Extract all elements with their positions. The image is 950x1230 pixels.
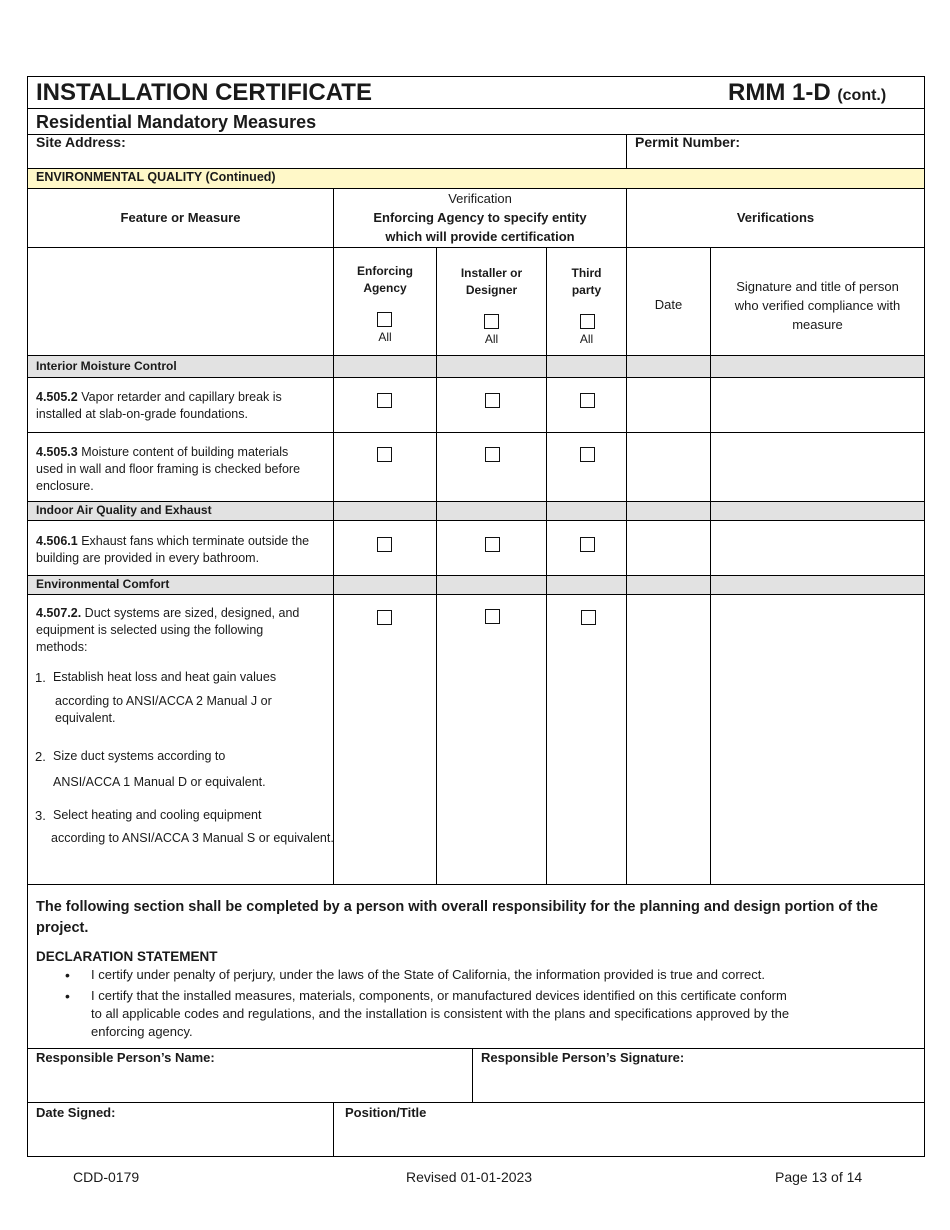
method-2-line2: ANSI/ACCA 1 Manual D or equivalent. [53, 775, 266, 789]
method-1-line3: equivalent. [55, 711, 116, 725]
enforcing-agency-header: Enforcing Agency [357, 264, 413, 295]
signature-header: Signature and title of person who verified compliance with measure [734, 279, 901, 332]
item-4506-1-text: 4.506.1 Exhaust fans which terminate outside the building are provided in every bathroom. [36, 534, 310, 565]
declaration-heading: DECLARATION STATEMENT [36, 949, 218, 964]
declaration-bullet-1: • I certify under penalty of perjury, under the laws of the State of California, the information provided is true and correct. [91, 966, 891, 984]
item-4506-1-installer-checkbox[interactable] [485, 537, 500, 552]
item-4507-2-enforcing-checkbox[interactable] [377, 610, 392, 625]
footer-revised: Revised 01-01-2023 [406, 1169, 533, 1185]
group-air-label: Indoor Air Quality and Exhaust [36, 503, 212, 517]
item-4506-1-third-party-checkbox[interactable] [580, 537, 595, 552]
item-4507-2-installer-checkbox[interactable] [485, 609, 500, 624]
site-address-label: Site Address: [36, 134, 126, 150]
col-verification-line1: Verification [448, 191, 512, 206]
site-address-field[interactable] [36, 152, 620, 166]
section-title: ENVIRONMENTAL QUALITY (Continued) [36, 170, 276, 184]
item-4507-2-text: 4.507.2. Duct systems are sized, designed, and equipment is selected using the following methods: [36, 606, 300, 654]
enforcing-all-label: All [378, 330, 392, 344]
third-party-all-checkbox[interactable] [580, 314, 595, 329]
position-title-label: Position/Title [345, 1105, 427, 1120]
col-verifications-header: Verifications [736, 210, 815, 225]
method-3-line1: Select heating and cooling equipment [53, 808, 262, 822]
item-4505-3-enforcing-checkbox[interactable] [377, 447, 392, 462]
group-moisture-label: Interior Moisture Control [36, 359, 177, 373]
item-4505-2-text: 4.505.2 Vapor retarder and capillary break is installed at slab-on-grade foundations. [36, 390, 282, 421]
installer-all-checkbox[interactable] [484, 314, 499, 329]
permit-number-label: Permit Number: [635, 134, 741, 150]
third-party-all-label: All [579, 332, 594, 346]
item-4505-3-third-party-checkbox[interactable] [580, 447, 595, 462]
installer-designer-header: Installer or Designer [460, 266, 523, 297]
col-verification-line3: which will provide certification [385, 229, 575, 244]
position-title-field[interactable] [345, 1122, 919, 1152]
method-1-number: 1. [35, 670, 46, 685]
form-code: RMM 1-D (cont.) [728, 79, 887, 106]
responsible-signature-field[interactable] [481, 1068, 919, 1098]
item-4505-2-enforcing-checkbox[interactable] [377, 393, 392, 408]
item-4505-2-third-party-checkbox[interactable] [580, 393, 595, 408]
item-4506-1-enforcing-checkbox[interactable] [377, 537, 392, 552]
method-3-line2: according to ANSI/ACCA 3 Manual S or equivalent. [51, 831, 334, 845]
subtitle: Residential Mandatory Measures [36, 112, 317, 132]
method-2-number: 2. [35, 749, 46, 764]
method-1-line2: according to ANSI/ACCA 2 Manual J or [55, 694, 272, 708]
date-signed-field[interactable] [36, 1122, 328, 1152]
col-feature-header: Feature or Measure [120, 210, 241, 225]
col-verification-line2: Enforcing Agency to specify entity [373, 210, 587, 225]
item-4505-2-installer-checkbox[interactable] [485, 393, 500, 408]
enforcing-all-checkbox[interactable] [377, 312, 392, 327]
responsible-name-label: Responsible Person’s Name: [36, 1050, 215, 1065]
declaration-intro: The following section shall be completed by a person with overall responsibility for the planning and design portion of the project. [36, 899, 878, 936]
declaration-bullet-2: • I certify that the installed measures, materials, components, or manufactured devices identified on this certificate conform to all applicable codes and regulations, and the installation is consistent with the plans and specifications approved by the enforcing agency. [91, 987, 891, 1041]
group-comfort-label: Environmental Comfort [36, 577, 170, 591]
method-3-number: 3. [35, 808, 46, 823]
responsible-signature-label: Responsible Person’s Signature: [481, 1050, 685, 1065]
permit-number-field[interactable] [635, 152, 919, 166]
date-header: Date [654, 297, 683, 312]
installer-all-label: All [484, 332, 499, 346]
item-4507-2-third-party-checkbox[interactable] [581, 610, 596, 625]
footer-form-id: CDD-0179 [73, 1169, 140, 1185]
date-signed-label: Date Signed: [36, 1105, 116, 1120]
item-4505-3-text: 4.505.3 Moisture content of building materials used in wall and floor framing is checked before enclosure. [36, 445, 301, 493]
page-title: INSTALLATION CERTIFICATE [36, 79, 372, 106]
method-1-line1: Establish heat loss and heat gain values [53, 670, 277, 684]
responsible-name-field[interactable] [36, 1068, 466, 1098]
method-2-line1: Size duct systems according to [53, 749, 226, 763]
footer-page-number: Page 13 of 14 [775, 1169, 863, 1185]
item-4505-3-installer-checkbox[interactable] [485, 447, 500, 462]
third-party-header: Third party [571, 266, 602, 297]
